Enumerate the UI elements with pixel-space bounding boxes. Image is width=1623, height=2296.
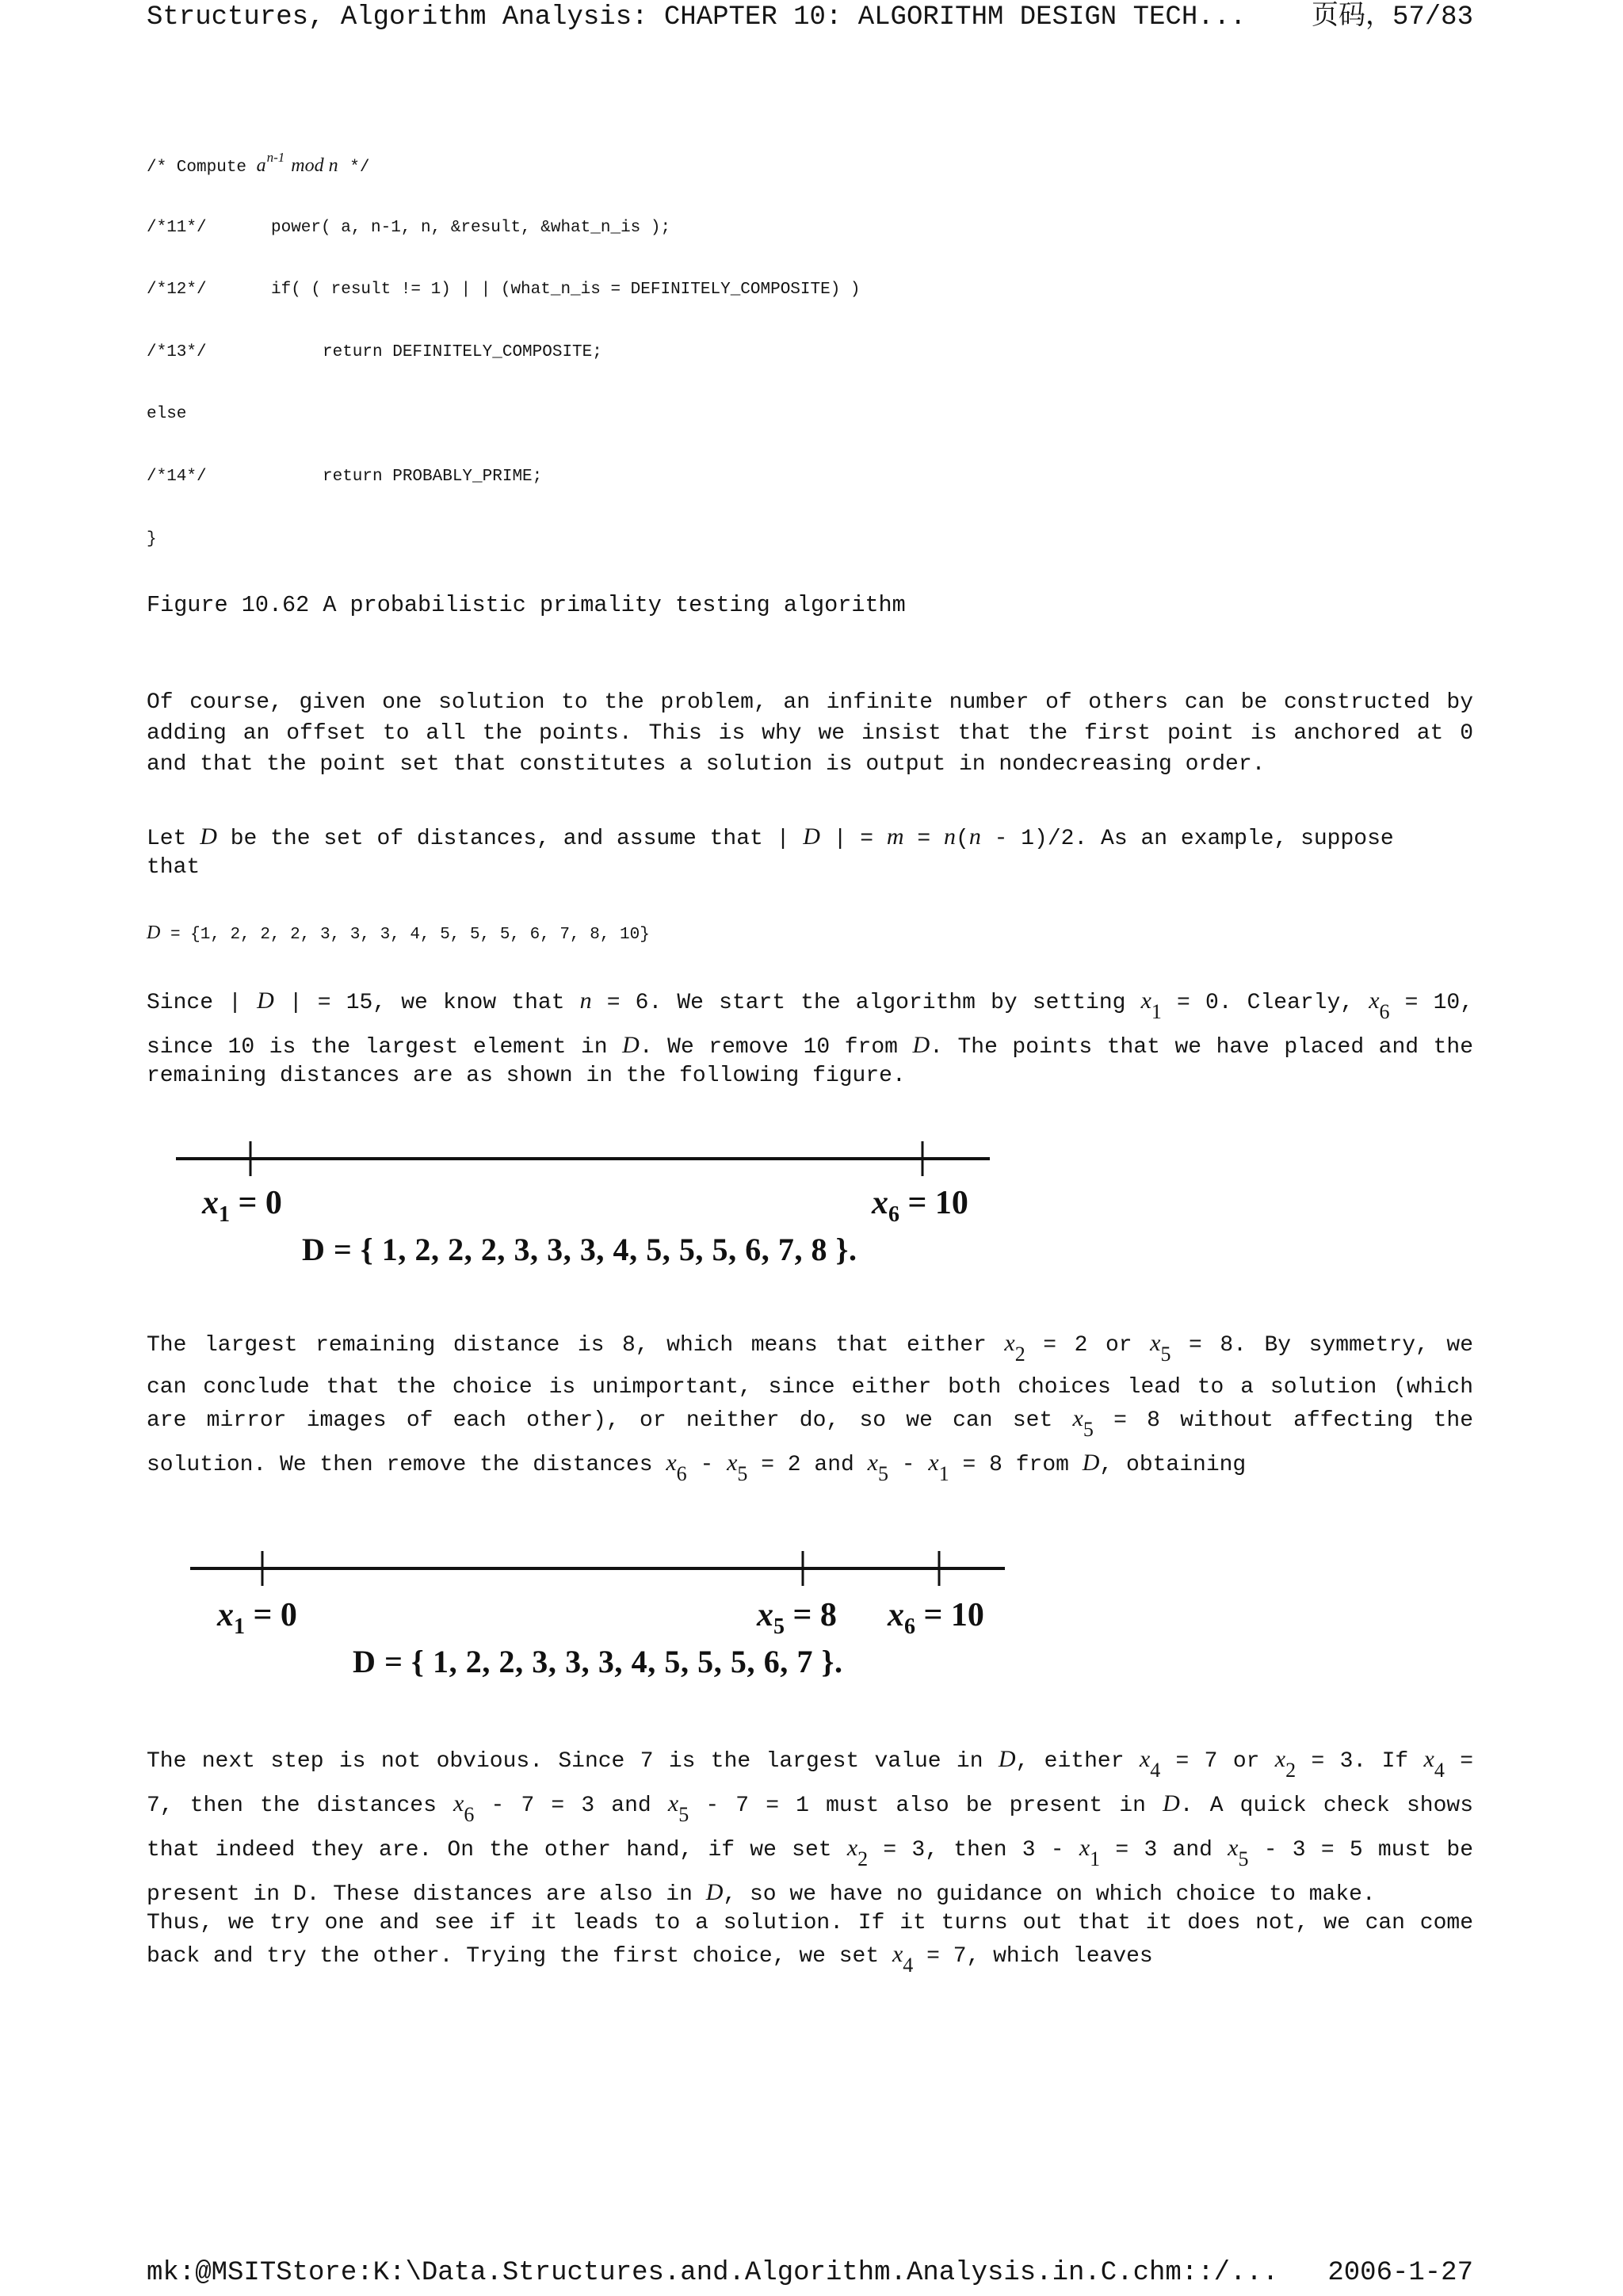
text-run: present in D. These distances are also in (147, 1882, 706, 1907)
text-run: = 10, (1389, 991, 1473, 1015)
math-subscript: 2 (857, 1847, 869, 1870)
text-run: 7, then the distances (147, 1794, 454, 1818)
line-label: /*13*/ (147, 342, 207, 361)
text-run: = 6. We start the algorithm by setting (591, 991, 1141, 1015)
comment-close: */ (339, 159, 370, 177)
text-line (147, 1788, 1473, 1832)
comment-mod: mod n (291, 155, 338, 176)
text-run: - 7 = 1 must also be present in (689, 1794, 1163, 1818)
text-line (147, 821, 1473, 852)
math-variable: x (1228, 1835, 1239, 1861)
text-run: - 1)/2. As an example, suppose (980, 827, 1394, 851)
text-run: adding an offset to all the points. This is why we insist that the first point is anchored at 0 (147, 721, 1473, 746)
text-run: = 8 without affecting the (1093, 1408, 1473, 1433)
text-run: = 8. By symmetry, we (1170, 1333, 1474, 1358)
text-run: - 3 = 5 must be (1248, 1838, 1473, 1862)
text-line (147, 852, 1473, 883)
text-run: = 3, then 3 - (868, 1838, 1079, 1862)
math-variable: n (944, 823, 956, 850)
math-variable: x (1274, 1746, 1286, 1772)
distance-set-example (147, 919, 650, 949)
line-label: /*11*/ (147, 218, 207, 237)
label-x1 (201, 1185, 282, 1227)
remaining-distance-set: D = { 1, 2, 2, 3, 3, 3, 4, 5, 5, 5, 6, 7 }. (353, 1644, 842, 1679)
label-sub: 1 (219, 1202, 230, 1227)
math-variable: D (622, 1032, 640, 1058)
math-subscript: 6 (1379, 1000, 1390, 1023)
label-x6 (887, 1597, 984, 1639)
math-subscript: 1 (938, 1462, 949, 1485)
label-sub: 6 (904, 1614, 915, 1639)
math-variable: x (1139, 1746, 1151, 1772)
math-subscript: 6 (676, 1462, 687, 1485)
text-run: since 10 is the largest element in (147, 1035, 623, 1060)
label-value: = 10 (899, 1185, 968, 1221)
math-variable: D (803, 823, 820, 850)
label-sub: 6 (888, 1202, 899, 1227)
label-sub: 1 (234, 1614, 245, 1639)
label-value: = 8 (785, 1597, 837, 1633)
text-run: = 3 and (1100, 1838, 1228, 1862)
text-run: , either (1015, 1749, 1140, 1774)
text-line (147, 718, 1473, 749)
text-run: , obtaining (1099, 1453, 1247, 1477)
math-subscript: 5 (678, 1803, 689, 1826)
source-path: mk:@MSITStore:K:\Data.Structures.and.Algorithm.Analysis.in.C.chm::/... (147, 2258, 1279, 2288)
code-line-12 (147, 274, 861, 337)
math-variable: D (1082, 1450, 1100, 1476)
text-run: solution. We then remove the distances (147, 1453, 666, 1477)
comment-open: /* Compute (147, 159, 257, 177)
code-text: return PROBABLY_PRIME; (323, 467, 543, 486)
code-text: return DEFINITELY_COMPOSITE; (323, 342, 602, 361)
comment-exponent: n-1 (266, 150, 285, 165)
text-line (147, 1060, 1473, 1091)
math-variable: x (1423, 1746, 1434, 1772)
math-subscript: 5 (1083, 1418, 1094, 1441)
text-run: back and try the other. Trying the first choice, we set (147, 1944, 892, 1969)
math-subscript: 4 (903, 1954, 914, 1977)
text-run: . A quick check shows (1179, 1794, 1474, 1818)
text-line (147, 1030, 1473, 1060)
paragraph-distance-set-definition (147, 821, 1473, 883)
text-line (147, 749, 1473, 780)
text-run: | = 15, we know that (273, 991, 580, 1015)
text-line (147, 1447, 1473, 1492)
code-text: if( ( result != 1) | | (what_n_is = DEFINITELY_COMPOSITE) ) (271, 281, 861, 300)
math-variable: x (892, 1941, 903, 1967)
text-line (147, 1939, 1473, 1983)
text-run: remaining distances are as shown in the following figure. (147, 1064, 906, 1088)
label-var: x (757, 1597, 773, 1633)
math-variable: D (912, 1032, 930, 1058)
label-var: x (872, 1185, 888, 1221)
text-run: = 2 and (747, 1453, 868, 1477)
line-label: /*14*/ (147, 467, 207, 486)
code-listing (147, 150, 861, 586)
math-subscript: 5 (737, 1462, 748, 1485)
label-x6 (871, 1185, 968, 1227)
print-date: 2006-1-27 (1327, 2258, 1473, 2288)
code-line-14 (147, 461, 861, 524)
paragraph-next-step (147, 1744, 1473, 1983)
math-variable: x (1369, 988, 1380, 1014)
math-variable: x (727, 1450, 738, 1476)
paragraph-algorithm-start (147, 985, 1473, 1091)
text-line (147, 985, 1473, 1030)
text-run: | = (819, 827, 887, 851)
text-line (147, 1832, 1473, 1877)
code-line-close (147, 524, 861, 586)
header-title: Structures, Algorithm Analysis: CHAPTER 10: ALGORITHM DESIGN TECH... (147, 2, 1247, 32)
page-header (147, 0, 1473, 35)
text-run: and that the point set that constitutes a solution is output in nondecreasing order. (147, 752, 1266, 777)
text-run: - (686, 1453, 727, 1477)
text-run: that indeed they are. On the other hand, if we set (147, 1838, 847, 1862)
text-run: - (888, 1453, 929, 1477)
math-subscript: 2 (1014, 1343, 1025, 1366)
text-run: ( (956, 827, 969, 851)
math-variable: D (998, 1746, 1016, 1772)
page-footer (147, 2256, 1473, 2290)
text-line (147, 1403, 1473, 1447)
distance-set-values: = {1, 2, 2, 2, 3, 3, 3, 4, 5, 5, 5, 6, 7, 8, 10} (160, 926, 650, 944)
label-value: = 10 (915, 1597, 984, 1633)
label-value: = 0 (230, 1185, 282, 1221)
text-line (147, 1908, 1473, 1939)
comment-base: a (256, 155, 266, 176)
figure-caption: Figure 10.62 A probabilistic primality testing algorithm (147, 592, 906, 618)
math-subscript: 4 (1434, 1759, 1445, 1782)
math-subscript: 2 (1285, 1759, 1296, 1782)
label-var: x (217, 1597, 234, 1633)
math-subscript: 5 (1238, 1847, 1249, 1870)
text-run: = (903, 827, 944, 851)
math-variable: x (1072, 1405, 1083, 1431)
text-run: The next step is not obvious. Since 7 is the largest value in (147, 1749, 999, 1774)
paragraph-largest-remaining-distance (147, 1328, 1473, 1492)
text-run: = 3. If (1296, 1749, 1424, 1774)
text-run: - 7 = 3 and (474, 1794, 668, 1818)
math-subscript: 6 (464, 1803, 475, 1826)
text-run: The largest remaining distance is 8, which means that either (147, 1333, 1005, 1358)
text-run: , so we have no guidance on which choice to make. (723, 1882, 1376, 1907)
text-line (147, 687, 1473, 718)
math-variable: x (1079, 1835, 1090, 1861)
text-run: Of course, given one solution to the problem, an infinite number of others can be constructed by (147, 690, 1473, 715)
text-line (147, 1877, 1473, 1908)
text-run: = (1444, 1749, 1474, 1774)
label-sub: 5 (773, 1614, 785, 1639)
text-run: = 7, which leaves (913, 1944, 1153, 1969)
line-label: /*12*/ (147, 281, 207, 300)
math-subscript: 1 (1090, 1847, 1101, 1870)
math-variable: D (1163, 1790, 1180, 1817)
text-line (147, 1372, 1473, 1403)
label-var: x (202, 1185, 219, 1221)
text-line (147, 1744, 1473, 1788)
remaining-distance-set: D = { 1, 2, 2, 2, 3, 3, 3, 4, 5, 5, 5, 6, 7, 8 }. (302, 1232, 857, 1267)
math-variable: D (257, 988, 274, 1014)
math-variable: x (867, 1450, 878, 1476)
number-line-figure-1 (0, 1110, 1623, 1284)
math-variable: x (1150, 1330, 1161, 1356)
text-run: = 2 or (1025, 1333, 1151, 1358)
text-run: that (147, 855, 200, 880)
label-var: x (888, 1597, 904, 1633)
code-text: } (147, 529, 157, 548)
number-line-figure-2 (0, 1522, 1623, 1696)
math-variable: x (1140, 988, 1151, 1014)
text-run: . The points that we have placed and the (930, 1035, 1473, 1060)
text-run: . We remove 10 from (639, 1035, 913, 1060)
label-value: = 0 (245, 1597, 297, 1633)
math-variable: x (453, 1790, 464, 1817)
text-run: are mirror images of each other), or neither do, so we can set (147, 1408, 1073, 1433)
math-subscript: 4 (1150, 1759, 1161, 1782)
label-x1 (216, 1597, 297, 1639)
code-text: else (147, 405, 187, 424)
math-variable: D (705, 1879, 724, 1905)
math-variable: x (1004, 1330, 1015, 1356)
text-run: be the set of distances, and assume that | (216, 827, 804, 851)
math-subscript: 5 (877, 1462, 888, 1485)
code-line-11 (147, 212, 861, 275)
code-line-13 (147, 337, 861, 399)
math-variable: x (667, 1790, 679, 1817)
math-variable: D (147, 923, 161, 943)
math-variable: n (579, 988, 592, 1014)
label-x5 (756, 1597, 837, 1639)
code-text: power( a, n-1, n, &result, &what_n_is ); (271, 218, 671, 237)
text-run: = 7 or (1160, 1749, 1275, 1774)
paragraph-solution-offset (147, 687, 1473, 780)
math-variable: x (666, 1450, 677, 1476)
math-subscript: 1 (1151, 1000, 1162, 1023)
text-run: = 8 from (949, 1453, 1083, 1477)
text-line (147, 1328, 1473, 1372)
math-variable: m (886, 823, 904, 850)
text-run: Thus, we try one and see if it leads to a solution. If it turns out that it does not, we can come (147, 1911, 1473, 1935)
math-variable: D (200, 823, 217, 850)
math-variable: x (928, 1450, 939, 1476)
text-run: = 0. Clearly, (1161, 991, 1369, 1015)
text-run: can conclude that the choice is unimportant, since either both choices lead to a solution (which (147, 1375, 1473, 1400)
code-line-else (147, 399, 861, 461)
math-variable: n (968, 823, 981, 850)
math-subscript: 5 (1160, 1343, 1171, 1366)
text-run: Since | (147, 991, 258, 1015)
math-variable: x (846, 1835, 858, 1861)
text-run: Let (147, 827, 200, 851)
page-number: 页码，57/83 (1311, 2, 1473, 32)
code-comment-line (147, 150, 861, 212)
